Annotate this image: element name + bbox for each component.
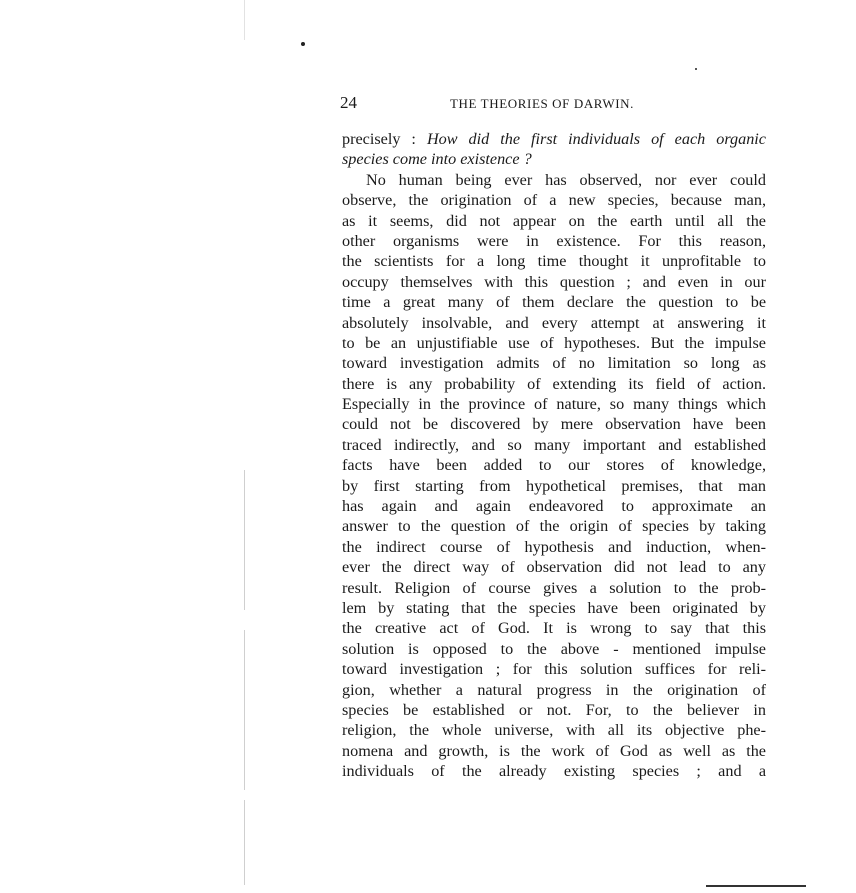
ink-speck xyxy=(301,42,305,46)
text-line: other organisms were in existence. For this reason, xyxy=(342,231,766,250)
body-text xyxy=(342,129,766,782)
text-line: the indirect course of hypothesis and induction, when- xyxy=(342,537,766,556)
text-line xyxy=(342,149,766,169)
page-number: 24 xyxy=(340,93,357,112)
text-line: could not be discovered by mere observation have been xyxy=(342,415,766,434)
text-line: individuals of the already existing species ; and a xyxy=(342,762,766,781)
ink-speck xyxy=(695,68,697,70)
italic-question: species come into existence ? xyxy=(342,150,532,169)
text-line: answer to the question of the origin of species by taking xyxy=(342,517,766,536)
page-edge-rule xyxy=(706,885,806,887)
gutter-line xyxy=(244,800,245,885)
text-line: occupy themselves with this question ; and even in our xyxy=(342,272,766,291)
roman-run: precisely : xyxy=(342,130,427,148)
text-line: toward investigation admits of no limitation so long as xyxy=(342,354,766,373)
text-line: to be an unjustifiable use of hypotheses. But the impulse xyxy=(342,333,766,352)
running-title: THE THEORIES OF DARWIN. xyxy=(450,96,634,111)
text-line: as it seems, did not appear on the earth until all the xyxy=(342,211,766,230)
text-line: ever the direct way of observation did not lead to any xyxy=(342,558,766,577)
text-line: the scientists for a long time thought it unprofitable to xyxy=(342,252,766,271)
text-line: toward investigation ; for this solution suffices for reli- xyxy=(342,660,766,679)
gutter-line xyxy=(244,0,245,40)
gutter-line xyxy=(244,470,245,610)
text-line: absolutely insolvable, and every attempt at answering it xyxy=(342,313,766,332)
text-line: species be established or not. For, to the believer in xyxy=(342,700,766,719)
text-line: time a great many of them declare the question to be xyxy=(342,293,766,312)
text-line xyxy=(342,129,766,149)
text-line: solution is opposed to the above - mentioned impulse xyxy=(342,639,766,658)
text-line: No human being ever has observed, nor ever could xyxy=(366,170,766,189)
text-line: gion, whether a natural progress in the origination of xyxy=(342,680,766,699)
running-head xyxy=(340,93,768,113)
text-line: result. Religion of course gives a solution to the prob- xyxy=(342,578,766,597)
text-line: religion, the whole universe, with all its objective phe- xyxy=(342,721,766,740)
text-line: traced indirectly, and so many important and established xyxy=(342,435,766,454)
text-line: observe, the origination of a new species, because man, xyxy=(342,191,766,210)
gutter-line xyxy=(244,630,245,790)
text-line: there is any probability of extending its field of action. xyxy=(342,374,766,393)
italic-question: How did the first individuals of each organic xyxy=(426,130,766,148)
text-line: lem by stating that the species have been originated by xyxy=(342,598,766,617)
text-line: nomena and growth, is the work of God as well as the xyxy=(342,741,766,760)
text-line: has again and again endeavored to approximate an xyxy=(342,497,766,516)
text-line: the creative act of God. It is wrong to say that this xyxy=(342,619,766,638)
text-line: by first starting from hypothetical premises, that man xyxy=(342,476,766,495)
text-line: Especially in the province of nature, so many things which xyxy=(342,395,766,414)
text-line: facts have been added to our stores of knowledge, xyxy=(342,456,766,475)
